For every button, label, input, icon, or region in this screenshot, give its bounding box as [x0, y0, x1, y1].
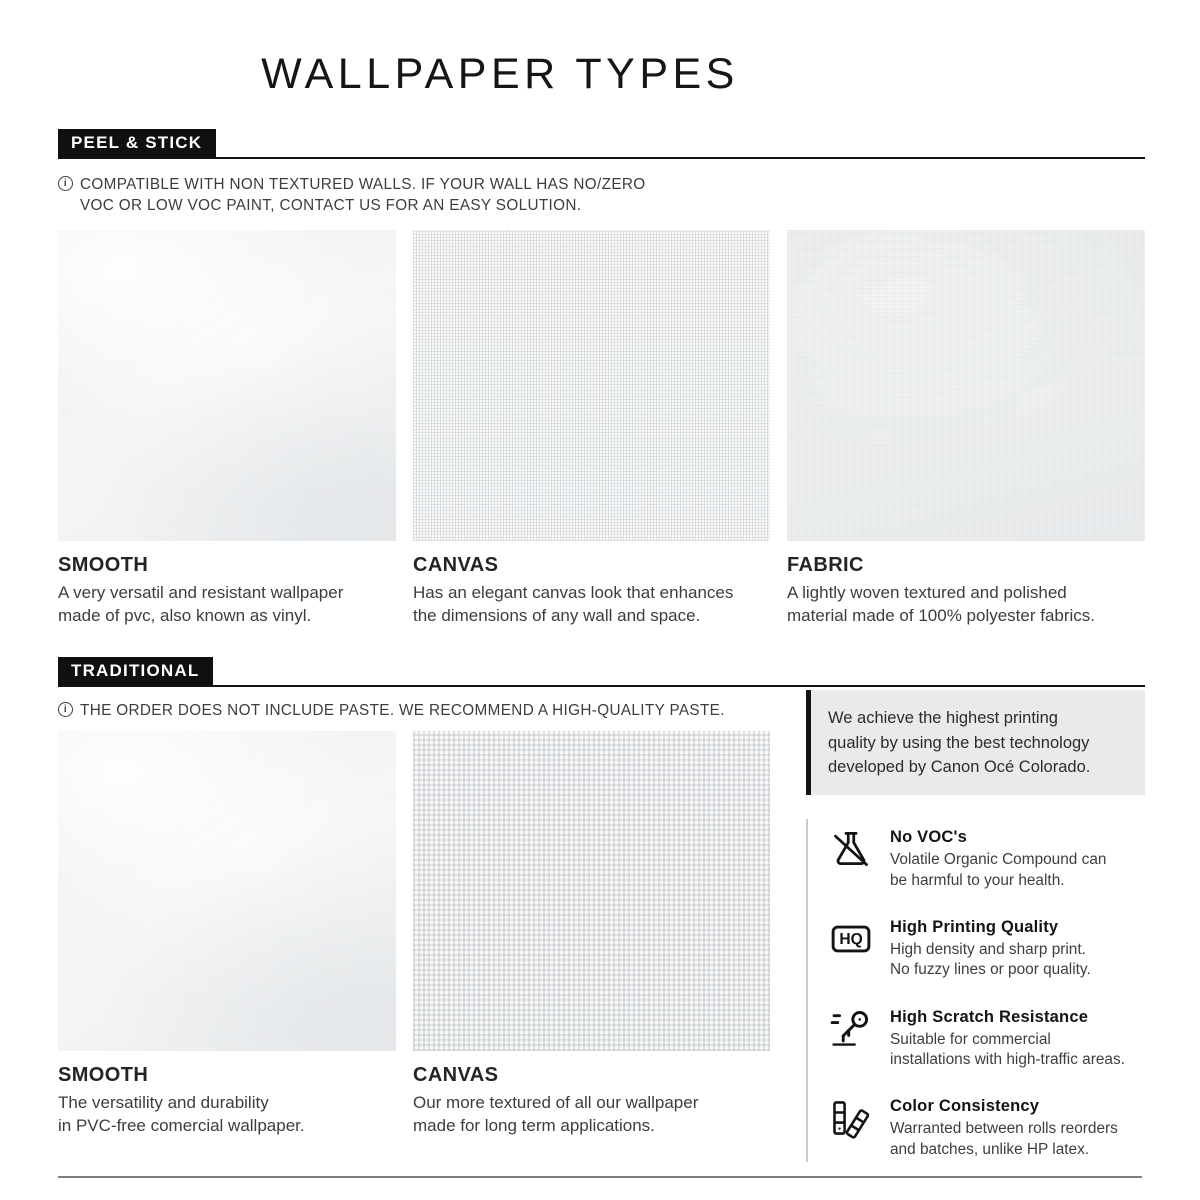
hq-badge-icon	[829, 917, 873, 961]
note-line: COMPATIBLE WITH NON TEXTURED WALLS. IF YOUR WALL HAS NO/ZERO	[80, 176, 646, 193]
traditional-note-text	[80, 700, 725, 721]
printing-quality-quote-box: We achieve the highest printing quality by using the best technology developed by Canon Océ Colorado.	[806, 690, 1145, 795]
page-title: WALLPAPER TYPES	[261, 50, 739, 98]
swatch-description: The versatility and durability in PVC-free comercial wallpaper.	[58, 1093, 305, 1135]
peel-stick-note-text	[80, 174, 646, 216]
section-badge-traditional: TRADITIONAL	[58, 657, 213, 685]
feature-color-consistency	[829, 1096, 1145, 1160]
feature-description: Suitable for commercial installations with high-traffic areas.	[890, 1030, 1125, 1068]
color-fan-icon	[829, 1096, 873, 1140]
canvas-texture-sample	[413, 731, 770, 1051]
traditional-swatch-row	[58, 731, 770, 1137]
feature-description: Warranted between rolls reorders and batches, unlike HP latex.	[890, 1120, 1118, 1158]
traditional-swatches-pane	[58, 687, 770, 1162]
swatch-caption: FABRIC	[787, 554, 864, 577]
feature-title: Color Consistency	[890, 1097, 1040, 1116]
smooth-texture-sample	[58, 731, 396, 1051]
info-icon: i	[58, 702, 73, 717]
swatch-description: Our more textured of all our wallpaper made for long term applications.	[413, 1093, 699, 1135]
feature-no-vocs	[829, 827, 1145, 891]
no-voc-flask-icon	[829, 827, 873, 871]
feature-high-printing-quality	[829, 917, 1145, 981]
swatch-caption: CANVAS	[413, 554, 499, 577]
swatch-description: Has an elegant canvas look that enhances the dimensions of any wall and space.	[413, 583, 734, 625]
feature-description: Volatile Organic Compound can be harmful to your health.	[890, 851, 1107, 889]
traditional-body	[58, 687, 1145, 1162]
swatch-column-smooth-traditional	[58, 731, 396, 1137]
swatch-caption: CANVAS	[413, 1064, 499, 1087]
note-line: VOC OR LOW VOC PAINT, CONTACT US FOR AN EASY SOLUTION.	[80, 197, 582, 215]
swatch-caption: SMOOTH	[58, 554, 149, 577]
peel-stick-note	[58, 174, 1145, 216]
bottom-divider	[58, 1176, 1142, 1178]
swatch-description: A lightly woven textured and polished material made of 100% polyester fabrics.	[787, 583, 1096, 625]
swatch-column-canvas	[413, 230, 770, 627]
swatch-column-smooth	[58, 230, 396, 627]
swatch-column-fabric	[787, 230, 1145, 627]
quality-sidebar	[806, 687, 1145, 1162]
feature-list	[806, 819, 1145, 1162]
peel-stick-swatch-row	[58, 230, 1145, 627]
scratch-key-icon	[829, 1007, 873, 1051]
feature-title: No VOC's	[890, 828, 968, 847]
feature-title: High Scratch Resistance	[890, 1007, 1089, 1026]
swatch-column-canvas-traditional	[413, 731, 770, 1137]
section-header-traditional	[58, 657, 1145, 687]
swatch-description: A very versatil and resistant wallpaper made of pvc, also known as vinyl.	[58, 583, 344, 625]
feature-description: High density and sharp print. No fuzzy lines or poor quality.	[890, 940, 1091, 979]
section-badge-peel-stick: PEEL & STICK	[58, 129, 216, 157]
svg-text:HQ: HQ	[839, 931, 863, 949]
note-line: THE ORDER DOES NOT INCLUDE PASTE. WE RECOMMEND A HIGH-QUALITY PASTE.	[80, 702, 725, 720]
smooth-texture-sample	[58, 230, 396, 541]
swatch-caption: SMOOTH	[58, 1064, 149, 1087]
info-icon: i	[58, 176, 73, 191]
section-header-peel-stick	[58, 129, 1145, 159]
feature-title: High Printing Quality	[890, 917, 1059, 936]
fabric-texture-sample	[787, 230, 1145, 541]
canvas-texture-sample	[413, 230, 770, 541]
feature-high-scratch-resistance	[829, 1007, 1145, 1071]
traditional-note	[58, 700, 770, 721]
